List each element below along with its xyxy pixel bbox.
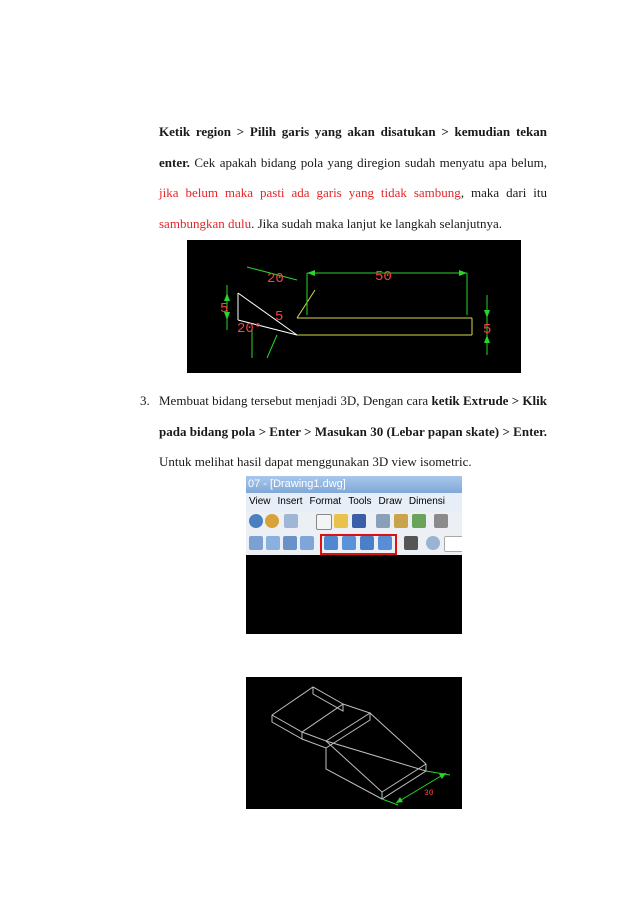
text-line: Membuat bidang tersebut menjadi 3D, Dengan cara ketik Extrude > Klik (159, 393, 548, 408)
menu-item-draw[interactable]: Draw (378, 496, 402, 507)
camera-icon[interactable] (404, 536, 418, 550)
globe-icon[interactable] (249, 514, 263, 528)
isometric-wireframe (246, 677, 462, 809)
cad-profile-drawing (187, 240, 521, 373)
toolbar-standard (246, 511, 462, 533)
menu-bar (246, 493, 462, 511)
sphere-icon[interactable] (265, 514, 279, 528)
text-line: jika belum maka pasti ada garis yang tidak sambung, maka dari itu (159, 185, 547, 200)
menu-item-view[interactable]: View (249, 496, 271, 507)
dim-label-angle: 20° (237, 321, 263, 337)
autocad-toolbar-image (246, 476, 462, 634)
dim-label-5-left: 5 (220, 301, 229, 317)
menu-item-tools[interactable]: Tools (348, 496, 372, 507)
view-dropdown[interactable] (444, 536, 462, 552)
dim-label-50: 50 (375, 269, 392, 285)
text-line: pada bidang pola > Enter > Masukan 30 (Lebar papan skate) > Enter. (159, 423, 547, 439)
copy-icon[interactable] (284, 514, 298, 528)
text-line: enter. Cek apakah bidang pola yang diregion sudah menyatu apa belum, (159, 154, 547, 170)
paragraph-region (159, 117, 547, 239)
publish-icon[interactable] (412, 514, 426, 528)
paragraph-extrude (159, 386, 547, 478)
text-line: Untuk melihat hasil dapat menggunakan 3D view isometric. (159, 454, 472, 469)
isometric-result-image (246, 677, 462, 809)
dim-label-20: 20 (267, 271, 284, 287)
text-line: sambungkan dulu. Jika sudah maka lanjut ke langkah selanjutnya. (159, 215, 502, 231)
bottom-view-icon[interactable] (266, 536, 280, 550)
menu-item-insert[interactable]: Insert (277, 496, 303, 507)
isometric-highlight-box (320, 534, 397, 555)
window-title: 07 - [Drawing1.dwg] (246, 476, 462, 493)
preview-icon[interactable] (394, 514, 408, 528)
dim-label-5-right: 5 (483, 322, 492, 338)
menu-item-dimension[interactable]: Dimensi (408, 496, 446, 507)
cad-profile-image (187, 240, 521, 373)
right-view-icon[interactable] (300, 536, 314, 550)
new-file-icon[interactable] (316, 514, 332, 530)
list-number: 3. (140, 393, 150, 408)
top-view-icon[interactable] (249, 536, 263, 550)
dim-label-30: 30 (424, 789, 434, 798)
print-icon[interactable] (376, 514, 390, 528)
text-line: Ketik region > Pilih garis yang akan disatukan > kemudian tekan (159, 124, 547, 139)
menu-item-format[interactable]: Format (309, 496, 342, 507)
target-icon[interactable] (426, 536, 440, 550)
save-icon[interactable] (352, 514, 366, 528)
dim-label-5-mid: 5 (275, 309, 284, 325)
cut-icon[interactable] (434, 514, 448, 528)
open-folder-icon[interactable] (334, 514, 348, 528)
left-view-icon[interactable] (283, 536, 297, 550)
